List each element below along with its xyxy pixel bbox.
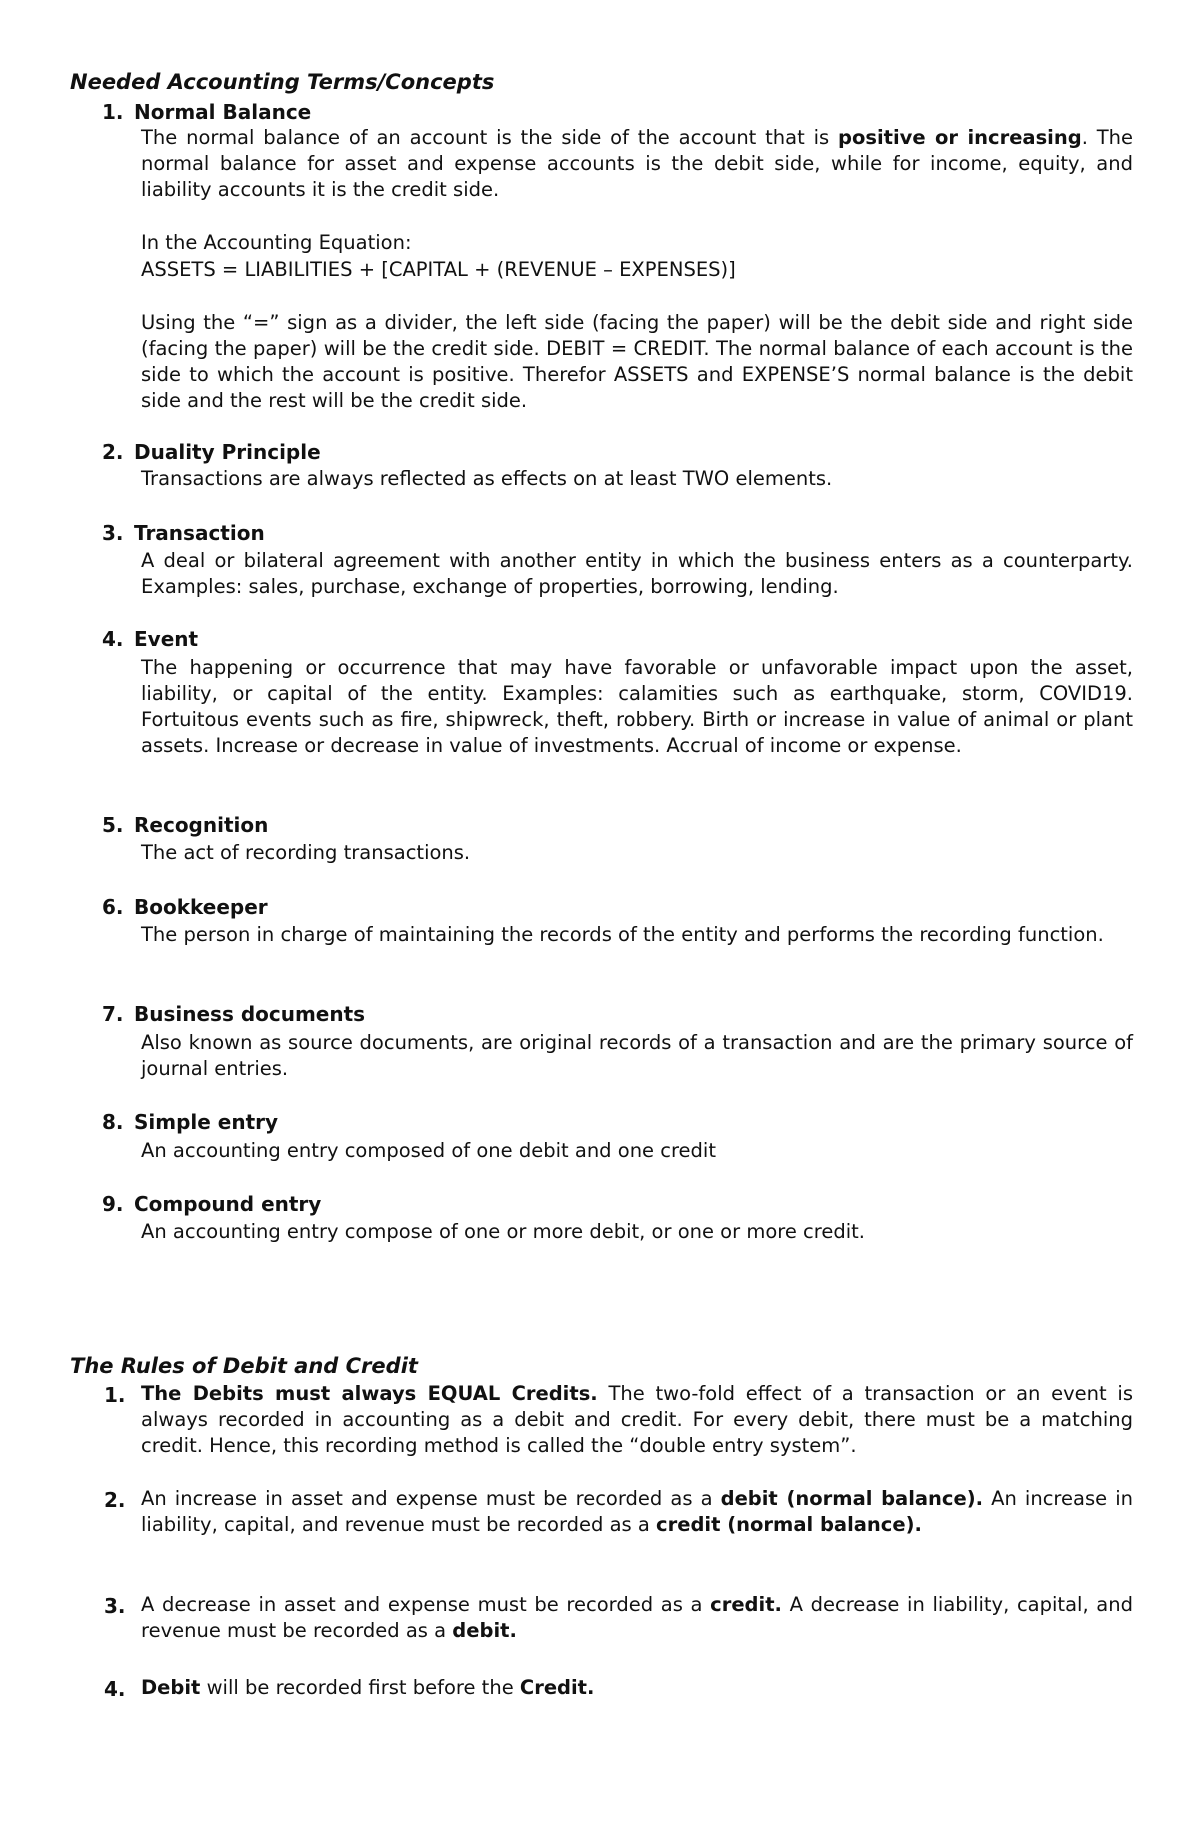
rule-number: 4. — [104, 1677, 126, 1701]
emphasis-text: The Debits must always EQUAL Credits. — [141, 1382, 598, 1405]
equation-label: In the Accounting Equation: — [141, 231, 412, 254]
item-heading-bookkeeper: Bookkeeper — [134, 895, 268, 919]
item-text-transaction: A deal or bilateral agreement with another entity in which the business enters as a counterparty. Examples: sales, purchase, exchange of properties, borrowing, lending. — [141, 549, 1133, 598]
rule-text-equal-credits — [141, 1381, 1133, 1459]
section-title-rules: The Rules of Debit and Credit — [70, 1354, 418, 1378]
item-heading-recognition: Recognition — [134, 813, 269, 837]
item-number: 3. — [102, 521, 124, 545]
emphasis-text: Debit — [141, 1676, 201, 1699]
item-number: 4. — [102, 627, 124, 651]
item-heading-normal-balance: Normal Balance — [134, 100, 312, 124]
text-run: The normal balance of an account is the side of the account that is — [141, 126, 838, 149]
item-number: 5. — [102, 813, 124, 837]
item-heading-business-documents: Business documents — [134, 1002, 366, 1026]
item-heading-duality-principle: Duality Principle — [134, 440, 321, 464]
rule-text-debit-first — [141, 1675, 1133, 1701]
item-heading-transaction: Transaction — [134, 521, 265, 545]
item-text-recognition: The act of recording transactions. — [141, 841, 471, 864]
rule-number: 3. — [104, 1594, 126, 1618]
item-number: 7. — [102, 1002, 124, 1026]
item-text-event: The happening or occurrence that may have favorable or unfavorable impact upon the asset, liability, or capital of the entity. Examples: calamities such as earthquake, storm, COVID19. Fortuitous events such as fire, shipwreck, theft, robbery. Birth or increase in value of animal or plant assets. Increase or decrease in value of investments. Accrual of income or expense. — [141, 656, 1133, 757]
item-number: 6. — [102, 895, 124, 919]
emphasis-text: positive or increasing — [838, 126, 1082, 149]
emphasis-text: debit. — [452, 1619, 517, 1642]
item-text-compound-entry: An accounting entry compose of one or more debit, or one or more credit. — [141, 1220, 865, 1243]
item-number: 1. — [102, 100, 124, 124]
rule-text-increase — [141, 1486, 1133, 1538]
item-heading-simple-entry: Simple entry — [134, 1110, 279, 1134]
section-title-terms: Needed Accounting Terms/Concepts — [70, 70, 495, 94]
item-heading-compound-entry: Compound entry — [134, 1192, 322, 1216]
item-text-business-documents: Also known as source documents, are original records of a transaction and are the primary source of journal entries. — [141, 1031, 1133, 1080]
item-text-normal-balance — [141, 125, 1133, 203]
text-run: will be recorded first before the — [200, 1676, 520, 1699]
item-text-divider-explanation: Using the “=” sign as a divider, the left side (facing the paper) will be the debit side and right side (facing the paper) will be the credit side. DEBIT = CREDIT. The normal balance of each account is the side to which the account is positive. Therefor ASSETS and EXPENSE’S normal balance is the debit side and the rest will be the credit side. — [141, 311, 1133, 412]
emphasis-text: credit (normal balance). — [656, 1513, 922, 1536]
item-heading-event: Event — [134, 627, 199, 651]
item-number: 8. — [102, 1110, 124, 1134]
emphasis-text: debit (normal balance). — [720, 1487, 984, 1510]
text-run: A decrease in liability, capital, and revenue must be recorded as a — [141, 1593, 1133, 1642]
text-run: . The normal balance for asset and expense accounts is the debit side, while for income, equity, and liability accounts it is the credit side. — [141, 126, 1134, 201]
item-number: 9. — [102, 1192, 124, 1216]
text-run: A decrease in asset and expense must be recorded as a — [141, 1593, 711, 1616]
emphasis-text: Credit. — [519, 1676, 595, 1699]
rule-number: 2. — [104, 1488, 126, 1512]
text-run: The two-fold effect of a transaction or an event is always recorded in accounting as a debit and credit. For every debit, there must be a matching credit. Hence, this recording method is called the “double entry system”. — [141, 1382, 1133, 1457]
item-text-simple-entry: An accounting entry composed of one debit and one credit — [141, 1139, 716, 1162]
text-run: An increase in liability, capital, and revenue must be recorded as a — [141, 1487, 1133, 1536]
item-text-bookkeeper: The person in charge of maintaining the records of the entity and performs the recording function. — [141, 923, 1104, 946]
text-run: An increase in asset and expense must be recorded as a — [141, 1487, 721, 1510]
item-text-duality-principle: Transactions are always reflected as effects on at least TWO elements. — [141, 467, 833, 490]
rule-number: 1. — [104, 1383, 126, 1407]
emphasis-text: credit. — [710, 1593, 782, 1616]
equation-formula: ASSETS = LIABILITIES + [CAPITAL + (REVENUE – EXPENSES)] — [141, 258, 736, 281]
rule-text-decrease — [141, 1592, 1133, 1644]
item-number: 2. — [102, 440, 124, 464]
